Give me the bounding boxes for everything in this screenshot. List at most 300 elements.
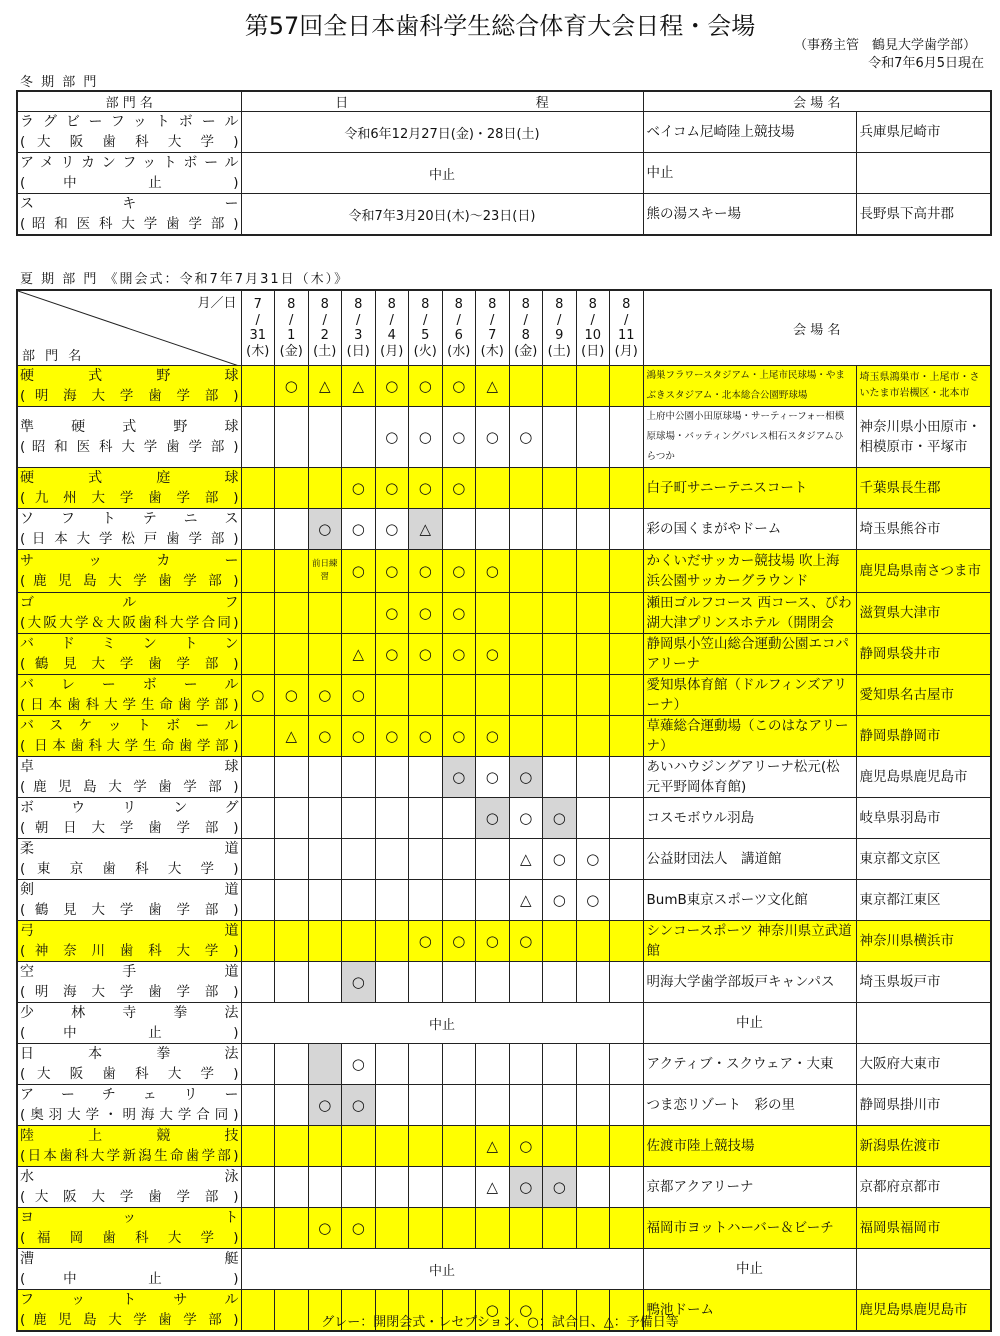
schedule-cell [476, 509, 510, 550]
schedule-cell [543, 1085, 577, 1126]
schedule-cell [275, 468, 309, 509]
prefecture-cell: 神奈川県横浜市 [856, 921, 991, 962]
schedule-cell: ○ [543, 1167, 577, 1208]
winter-schedule-table [16, 90, 992, 236]
schedule-cell [610, 1085, 644, 1126]
schedule-cell: △ [409, 509, 443, 550]
summer-row [17, 1003, 991, 1044]
schedule-cell [409, 1126, 443, 1167]
schedule-cell [576, 468, 610, 509]
schedule-cell: ○ [442, 757, 476, 798]
dept-name: フ ッ ト サ ル [20, 1292, 239, 1308]
schedule-cell [442, 880, 476, 921]
dept-name: 準 硬 式 野 球 [20, 419, 239, 435]
host-school: ( 昭 和 医 科 大 学 歯 学 部 ) [20, 216, 239, 232]
prefecture-cell: 京都府京都市 [856, 1167, 991, 1208]
venue-cell: 上府中公園小田原球場・サーティーフォー相模原球場・バッティングパレス相石スタジアムひらつか [643, 407, 856, 468]
schedule-cell [375, 1126, 409, 1167]
venue-cell: 鴻巣フラワースタジアム・上尾市民球場・やまぶきスタジアム・北本総合公園野球場 [643, 366, 856, 407]
dept-name: バ ス ケ ッ ト ボ ー ル [20, 718, 239, 734]
venue-cell: 中止 [643, 1249, 856, 1290]
host-school: ( 明 海 大 学 歯 学 部 ) [20, 388, 239, 404]
dept-cell [17, 194, 241, 236]
schedule-cell [610, 468, 644, 509]
date-header [576, 290, 610, 366]
schedule-cell [610, 921, 644, 962]
host-school: ( 九 州 大 学 歯 学 部 ) [20, 490, 239, 506]
day: 7 [488, 328, 497, 343]
schedule-cell [275, 550, 309, 593]
date-header [375, 290, 409, 366]
date-header [509, 290, 543, 366]
summer-row [17, 366, 991, 407]
dept-cell [17, 112, 241, 153]
schedule-cell [275, 839, 309, 880]
schedule-cell [543, 366, 577, 407]
schedule-cell [442, 1208, 476, 1249]
winter-row [17, 194, 991, 236]
schedule-cell [241, 1208, 275, 1249]
weekday: (木) [246, 343, 270, 359]
dept-cell [17, 1003, 241, 1044]
summer-row [17, 921, 991, 962]
office-note: （事務主管 鶴見大学歯学部） [793, 38, 976, 53]
schedule-cell [476, 593, 510, 634]
host-school: (日本歯科大学新潟生命歯学部) [20, 1148, 239, 1164]
schedule-cell [308, 468, 342, 509]
dept-cell [17, 1126, 241, 1167]
schedule-cell [476, 962, 510, 1003]
date-header [442, 290, 476, 366]
dept-name: ラグビーフットボール [20, 114, 239, 130]
winter-col-dept: 部 門 名 [17, 91, 241, 112]
host-school: ( 福 岡 歯 科 大 学 ) [20, 1230, 239, 1246]
summer-row [17, 839, 991, 880]
dept-cell [17, 798, 241, 839]
day: 11 [617, 328, 635, 343]
schedule-cell [543, 675, 577, 716]
host-school: ( 明 海 大 学 歯 学 部 ) [20, 984, 239, 1000]
day: 2 [320, 328, 329, 343]
prefecture-cell: 東京都文京区 [856, 839, 991, 880]
schedule-cell [610, 634, 644, 675]
venue-cell: 公益財団法人 講道館 [643, 839, 856, 880]
schedule-cell [543, 407, 577, 468]
slash: / [255, 312, 260, 328]
slash: / [523, 312, 528, 328]
schedule-cell: ○ [275, 366, 309, 407]
schedule-cell [342, 798, 376, 839]
venue-cell: 福岡市ヨットハーバー＆ビーチ [643, 1208, 856, 1249]
schedule-cell [308, 798, 342, 839]
schedule-cell: ○ [275, 675, 309, 716]
dept-cell [17, 634, 241, 675]
summer-row [17, 1044, 991, 1085]
schedule-cell [275, 757, 309, 798]
schedule-cell [342, 593, 376, 634]
host-school: ( 鹿 児 島 大 学 歯 学 部 ) [20, 779, 239, 795]
schedule-cell: ○ [442, 593, 476, 634]
host-school: ( 鶴 見 大 学 歯 学 部 ) [20, 656, 239, 672]
venue-cell: 熊の湯スキー場 [643, 194, 856, 236]
venue-cell: 中止 [643, 1003, 856, 1044]
schedule-cell [342, 1126, 376, 1167]
month: 8 [421, 297, 430, 312]
schedule-cell [409, 962, 443, 1003]
schedule-cell [509, 1085, 543, 1126]
schedule-cell [241, 634, 275, 675]
dept-name: ヨ ッ ト [20, 1210, 239, 1226]
weekday: (土) [547, 343, 571, 359]
schedule-cell: ○ [442, 366, 476, 407]
schedule-cell [543, 921, 577, 962]
host-school: ( 朝 日 大 学 歯 学 部 ) [20, 820, 239, 836]
host-school: ( 東 京 歯 科 大 学 ) [20, 861, 239, 877]
month: 8 [354, 297, 363, 312]
schedule-cell [409, 675, 443, 716]
host-school: ( 中 止 ) [20, 1025, 239, 1041]
schedule-cell [308, 407, 342, 468]
schedule-cell [342, 757, 376, 798]
schedule-cell [442, 839, 476, 880]
schedule-cell [476, 468, 510, 509]
schedule-cell: ○ [509, 1167, 543, 1208]
schedule-cell: ○ [409, 407, 443, 468]
summer-row [17, 634, 991, 675]
day: 4 [387, 328, 396, 343]
date-cell: 令和7年3月20日(木)～23日(日) [241, 194, 643, 236]
schedule-cell [543, 962, 577, 1003]
date-cell: 令和6年12月27日(金)・28日(土) [241, 112, 643, 153]
summer-row [17, 675, 991, 716]
corner-cell [17, 290, 241, 366]
prefecture-cell [856, 153, 991, 194]
summer-row [17, 593, 991, 634]
prefecture-cell: 埼玉県熊谷市 [856, 509, 991, 550]
slash: / [289, 312, 294, 328]
schedule-cell: △ [476, 1167, 510, 1208]
dept-cell [17, 407, 241, 468]
slash: / [423, 312, 428, 328]
weekday: (月) [614, 343, 638, 359]
schedule-cell [308, 1126, 342, 1167]
schedule-cell: ○ [342, 509, 376, 550]
slash: / [322, 312, 327, 328]
winter-col-date: 日 程 [241, 91, 643, 112]
schedule-cell: ○ [576, 880, 610, 921]
date-header [409, 290, 443, 366]
schedule-cell [241, 468, 275, 509]
slash: / [624, 312, 629, 328]
schedule-cell [241, 1085, 275, 1126]
month: 8 [320, 297, 329, 312]
schedule-cell: ○ [476, 716, 510, 757]
month: 8 [488, 297, 497, 312]
summer-row [17, 1208, 991, 1249]
dept-cell [17, 1044, 241, 1085]
day: 10 [584, 328, 602, 343]
host-school: (日本歯科大学生命歯学部) [20, 697, 239, 713]
schedule-cell [610, 593, 644, 634]
month: 8 [555, 297, 564, 312]
venue-cell: かくいだサッカー競技場 吹上海浜公園サッカーグラウンド [643, 550, 856, 593]
venue-cell: 静岡県小笠山総合運動公園エコパアリーナ [643, 634, 856, 675]
dept-name: 陸 上 競 技 [20, 1128, 239, 1144]
prefecture-cell: 東京都江東区 [856, 880, 991, 921]
schedule-cell: △ [509, 880, 543, 921]
schedule-cell [308, 880, 342, 921]
schedule-cell [476, 839, 510, 880]
schedule-cell: ○ [442, 550, 476, 593]
date-header [275, 290, 309, 366]
month: 8 [287, 297, 296, 312]
schedule-cell: ○ [375, 407, 409, 468]
schedule-cell: ○ [375, 509, 409, 550]
schedule-cell [476, 1085, 510, 1126]
schedule-cell [241, 1126, 275, 1167]
dept-cell [17, 757, 241, 798]
summer-row [17, 962, 991, 1003]
summer-row [17, 1249, 991, 1290]
schedule-cell [275, 798, 309, 839]
schedule-cell [275, 1126, 309, 1167]
schedule-cell [275, 509, 309, 550]
schedule-cell [476, 675, 510, 716]
dept-cell [17, 962, 241, 1003]
date-cell: 中止 [241, 153, 643, 194]
schedule-cell [610, 716, 644, 757]
summer-row [17, 757, 991, 798]
dept-cell [17, 593, 241, 634]
weekday: (金) [279, 343, 303, 359]
dept-name: 日 本 拳 法 [20, 1046, 239, 1062]
schedule-cell [409, 1167, 443, 1208]
schedule-cell: △ [342, 366, 376, 407]
weekday: (日) [346, 343, 370, 359]
day: 5 [421, 328, 430, 343]
prefecture-cell: 滋賀県大津市 [856, 593, 991, 634]
schedule-cell [509, 509, 543, 550]
schedule-cell: ○ [342, 962, 376, 1003]
schedule-cell [241, 509, 275, 550]
schedule-cell: 前日練習 [308, 550, 342, 593]
dept-name: バ レ ー ボ ー ル [20, 677, 239, 693]
venue-cell: 彩の国くまがやドーム [643, 509, 856, 550]
host-school: ( 鹿 児 島 大 学 歯 学 部 ) [20, 573, 239, 589]
schedule-cell [241, 366, 275, 407]
schedule-cell: △ [476, 366, 510, 407]
schedule-cell [308, 1167, 342, 1208]
prefecture-cell: 長野県下高井郡 [856, 194, 991, 236]
schedule-cell: ○ [476, 798, 510, 839]
summer-row [17, 550, 991, 593]
host-school: ( 鹿 児 島 大 学 歯 学 部 ) [20, 1312, 239, 1328]
dept-cell [17, 468, 241, 509]
prefecture-cell: 兵庫県尼崎市 [856, 112, 991, 153]
schedule-cell [509, 366, 543, 407]
dept-cell [17, 716, 241, 757]
summer-row [17, 509, 991, 550]
schedule-cell [241, 550, 275, 593]
venue-cell: 明海大学歯学部坂戸キャンパス [643, 962, 856, 1003]
schedule-cell [409, 1085, 443, 1126]
schedule-cell: ○ [442, 407, 476, 468]
schedule-cell: ○ [409, 550, 443, 593]
schedule-cell [576, 757, 610, 798]
venue-cell: 京都アクアリーナ [643, 1167, 856, 1208]
host-school: ( 日 本 大 学 松 戸 歯 学 部 ) [20, 531, 239, 547]
schedule-cell [241, 716, 275, 757]
schedule-cell [543, 1044, 577, 1085]
host-school: ( 昭 和 医 科 大 学 歯 学 部 ) [20, 439, 239, 455]
schedule-cell [375, 921, 409, 962]
dept-name: バ ド ミ ン ト ン [20, 636, 239, 652]
summer-schedule-table [16, 289, 992, 1332]
schedule-cell: ○ [375, 550, 409, 593]
cancelled-schedule: 中止 [241, 1249, 643, 1290]
schedule-cell [342, 880, 376, 921]
venue-cell: シンコースポーツ 神奈川県立武道館 [643, 921, 856, 962]
dept-name: 水 泳 [20, 1169, 239, 1185]
dept-name: 硬 式 野 球 [20, 368, 239, 384]
schedule-cell [610, 509, 644, 550]
schedule-cell [241, 880, 275, 921]
schedule-cell [509, 593, 543, 634]
schedule-cell: ○ [476, 634, 510, 675]
schedule-cell [509, 716, 543, 757]
schedule-cell: ○ [375, 593, 409, 634]
dept-cell [17, 1085, 241, 1126]
schedule-cell [275, 634, 309, 675]
schedule-cell [241, 1044, 275, 1085]
venue-cell: 鴨池ドーム [643, 1290, 856, 1332]
summer-row [17, 1085, 991, 1126]
prefecture-cell [856, 1003, 991, 1044]
schedule-cell [543, 550, 577, 593]
schedule-cell: ○ [308, 1208, 342, 1249]
schedule-cell [342, 839, 376, 880]
host-school: ( 大 阪 大 学 歯 学 部 ) [20, 1189, 239, 1205]
summer-row [17, 468, 991, 509]
schedule-cell [543, 634, 577, 675]
date-header [241, 290, 275, 366]
page-title: 第57回全日本歯科学生総合体育大会日程・会場 [244, 12, 756, 40]
schedule-cell [576, 550, 610, 593]
schedule-cell: ○ [409, 634, 443, 675]
corner-bottom-label: 部 門 名 [22, 349, 85, 364]
schedule-cell [375, 798, 409, 839]
schedule-cell [375, 839, 409, 880]
schedule-cell [342, 1167, 376, 1208]
summer-col-venue: 会 場 名 [643, 290, 991, 366]
prefecture-cell: 千葉県長生郡 [856, 468, 991, 509]
schedule-cell [543, 509, 577, 550]
prefecture-cell: 静岡県袋井市 [856, 634, 991, 675]
schedule-cell [543, 468, 577, 509]
summer-row [17, 1126, 991, 1167]
venue-cell: アクティブ・スクウェア・大東 [643, 1044, 856, 1085]
schedule-cell [308, 962, 342, 1003]
date-header [543, 290, 577, 366]
schedule-cell: ○ [375, 716, 409, 757]
schedule-cell [476, 1208, 510, 1249]
schedule-cell [509, 962, 543, 1003]
schedule-cell [308, 839, 342, 880]
schedule-cell [241, 839, 275, 880]
dept-name: 漕 艇 [20, 1251, 239, 1267]
schedule-cell [308, 757, 342, 798]
venue-cell: あいハウジングアリーナ松元(松元平野岡体育館) [643, 757, 856, 798]
schedule-cell: ○ [342, 1044, 376, 1085]
schedule-cell [509, 550, 543, 593]
winter-section-label: 冬 期 部 門 [20, 75, 99, 90]
schedule-cell [576, 798, 610, 839]
schedule-cell: ○ [476, 407, 510, 468]
schedule-cell [543, 757, 577, 798]
dept-name: ア ー チ ェ リ ー [20, 1087, 239, 1103]
schedule-cell [409, 839, 443, 880]
day: 1 [287, 328, 296, 343]
schedule-cell [375, 962, 409, 1003]
host-school: (大阪大学＆大阪歯科大学合同) [20, 615, 239, 631]
schedule-cell [275, 1044, 309, 1085]
weekday: (水) [447, 343, 471, 359]
summer-row [17, 407, 991, 468]
dept-cell [17, 880, 241, 921]
schedule-cell [275, 1085, 309, 1126]
dept-cell [17, 1167, 241, 1208]
schedule-cell: ○ [476, 550, 510, 593]
schedule-cell [576, 366, 610, 407]
schedule-cell [543, 1126, 577, 1167]
dept-cell [17, 153, 241, 194]
schedule-cell: ○ [375, 366, 409, 407]
day: 31 [249, 328, 267, 343]
schedule-cell: ○ [442, 716, 476, 757]
schedule-cell [576, 675, 610, 716]
schedule-cell: ○ [509, 1290, 543, 1332]
dept-name: 弓 道 [20, 923, 239, 939]
schedule-cell [409, 757, 443, 798]
as-of-date: 令和7年6月5日現在 [868, 56, 984, 71]
schedule-cell: ○ [509, 798, 543, 839]
weekday: (日) [581, 343, 605, 359]
day: 3 [354, 328, 363, 343]
prefecture-cell: 埼玉県坂戸市 [856, 962, 991, 1003]
cancelled-schedule: 中止 [241, 1003, 643, 1044]
schedule-cell: ○ [509, 407, 543, 468]
venue-cell: BumB東京スポーツ文化館 [643, 880, 856, 921]
weekday: (金) [514, 343, 538, 359]
summer-header-row [17, 290, 991, 366]
prefecture-cell: 大阪府大東市 [856, 1044, 991, 1085]
prefecture-cell: 鹿児島県南さつま市 [856, 550, 991, 593]
schedule-cell [442, 962, 476, 1003]
venue-cell: 草薙総合運動場（このはなアリーナ） [643, 716, 856, 757]
schedule-cell: ○ [543, 880, 577, 921]
schedule-cell [576, 962, 610, 1003]
dept-cell [17, 675, 241, 716]
host-school: ( 神 奈 川 歯 科 大 学 ) [20, 943, 239, 959]
schedule-cell: ○ [409, 468, 443, 509]
schedule-cell: ○ [509, 757, 543, 798]
schedule-cell: ○ [342, 550, 376, 593]
schedule-cell [543, 1208, 577, 1249]
schedule-cell [308, 921, 342, 962]
month: 8 [454, 297, 463, 312]
dept-name: ボ ウ リ ン グ [20, 800, 239, 816]
schedule-cell: ○ [342, 1085, 376, 1126]
